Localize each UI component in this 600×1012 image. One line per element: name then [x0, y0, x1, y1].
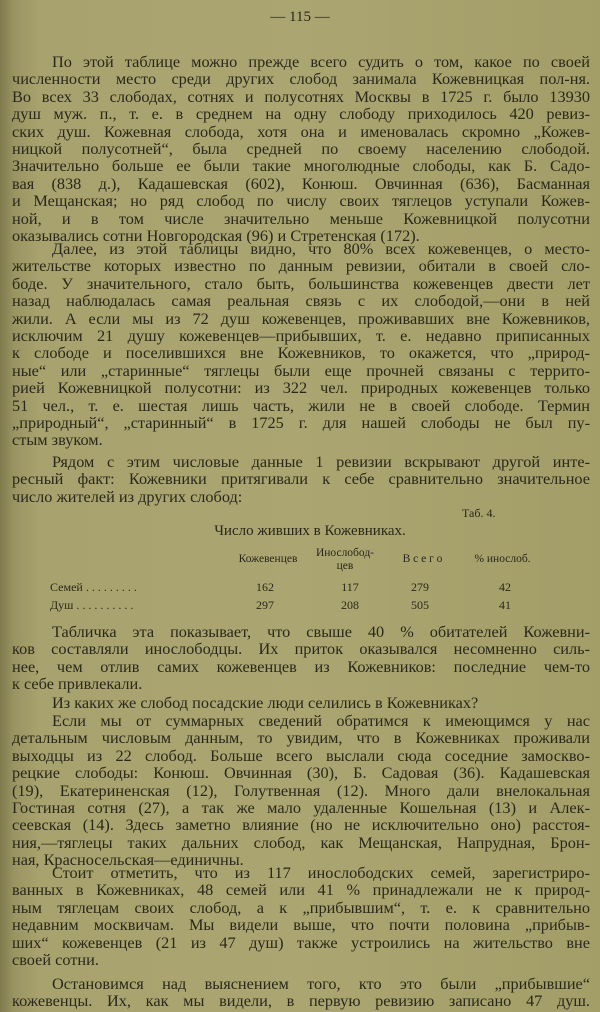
text-line: назад наблюдалась самая реальная связь с их слободой,—они в ней — [12, 291, 590, 311]
text-line: ным тяглецам своих слобод, а к „прибывшим“, т. е. к сравнительно — [12, 897, 590, 917]
col-header-inoslobodcy: Инослобод- — [315, 547, 375, 559]
text-line: кожевенцы. Их, как мы видели, в первую ревизию записано 47 душ. — [12, 991, 590, 1011]
table-cell: 41 — [499, 598, 511, 612]
text-line: Остановимся над выяснением того, кто это были „прибывшие“ — [52, 974, 590, 993]
text-line: жили. А если мы из 72 душ кожевенцев, проживавших вне Кожевников, — [12, 308, 590, 328]
text-line: Если мы от суммарных сведений обратимся к имеющимся у нас — [52, 711, 590, 730]
text-line: ских душ. Кожевная слобода, хотя она и именовалась скромно „Кожев- — [12, 121, 590, 141]
table-cell: 297 — [256, 598, 274, 612]
text-line: ков составляли инослободцы. Их приток оказывался несомненно силь- — [12, 639, 590, 659]
text-line: стым звуком. — [12, 430, 103, 450]
table-cell: 505 — [411, 598, 429, 612]
text-line: Во всех 33 слободах, сотнях и полусотнях Москвы в 1725 г. было 13930 — [12, 86, 590, 106]
paragraph — [12, 623, 590, 693]
row-label: Душ . . . . . . . . . . — [50, 598, 134, 612]
text-line: число жителей из других слобод: — [12, 486, 243, 506]
text-line: боде. У значительного, стало быть, большинства кожевенцев двести лет — [12, 273, 590, 293]
table-title: Число живших в Кожевниках. — [214, 523, 406, 539]
text-line: Далее, из этой таблицы видно, что 80% всех кожевенцев, о место- — [52, 239, 590, 258]
paragraph — [12, 864, 590, 968]
table-cell: 208 — [341, 598, 359, 612]
text-line: (19), Екатериненская (12), Голутвенная (12). Много дали внелокальная — [12, 780, 590, 800]
table-cell: 42 — [499, 580, 511, 594]
text-line: ной, и в том числе значительно меньше Кожевницкой полусотни — [12, 208, 590, 228]
text-line: сеевская (14). Здесь заметно влияние (но не исключительно оно) расстоя- — [12, 815, 590, 835]
col-header-percent: % инослоб. — [474, 553, 531, 565]
row-label: Семей . . . . . . . . . — [50, 580, 137, 594]
text-line: оказывались сотни Новгородская (96) и Стретенская (172). — [12, 225, 420, 245]
text-line: Стоит отметить, что из 117 инослободских семей, зарегистриро- — [52, 863, 590, 882]
text-line: нее, чем отлив самих кожевенцев из Кожевников: последние чем-то — [12, 656, 590, 676]
text-line: ших“ кожевенцев (21 из 47 душ) также устроились на жительство вне — [12, 932, 590, 952]
table-cell: 117 — [341, 580, 359, 594]
text-line: к слободе и поселившихся вне Кожевников, то окажется, что „природ- — [12, 343, 590, 363]
text-line: к себе привлекали. — [12, 674, 143, 694]
col-header-inoslobodcy-cont: цев — [336, 560, 354, 572]
text-line: исключим 21 душу кожевенцев—прибывших, т. е. недавно приписанных — [12, 325, 590, 345]
text-line: и Мещанская; но ряд слобод по числу своих тяглецов уступали Кожев- — [12, 191, 590, 211]
text-line: Значительно больше ее были такие многолюдные слободы, как Б. Садо- — [12, 156, 590, 176]
paragraph — [12, 53, 590, 244]
text-line: Табличка эта показывает, что свыше 40 % обитателей Кожевни- — [52, 622, 590, 641]
paragraph — [12, 694, 590, 711]
paragraph — [12, 453, 590, 505]
text-line: детальным числовым данным, то увидим, что в Кожевниках проживали — [12, 728, 590, 748]
paragraph — [12, 712, 590, 869]
text-line: ные“ или „старинные“ тяглецы были еще прочней связаны с террито- — [12, 360, 590, 380]
text-line: ная, Красносельская—единичны. — [12, 850, 244, 870]
table-cell: 162 — [256, 580, 274, 594]
text-line: жительстве которых известно по данным ревизии, обитали в своей сло- — [12, 256, 590, 276]
col-header-total: В с е г о — [402, 553, 443, 565]
text-line: численности место среди других слобод занимала Кожевницкая пол-ня. — [12, 69, 590, 89]
text-line: По этой таблице можно прежде всего судить о том, какое по своей — [52, 52, 590, 71]
text-line: ресный факт: Кожевники притягивали к себе сравнительно значительное — [12, 469, 590, 489]
col-header-kozhevency: Кожевенцев — [238, 553, 298, 565]
text-line: ванных в Кожевниках, 48 семей или 41 % принадлежали не к природ- — [12, 880, 590, 900]
table-cell: 279 — [411, 580, 429, 594]
text-line: душ муж. п., т. е. в среднем на одну слободу приходилось 420 ревиз- — [12, 104, 590, 124]
text-line: ния,—тяглецы таких дальних слобод, как Мещанская, Напрудная, Брон- — [12, 832, 590, 852]
text-line: рией Кожевницкой полусотни: из 322 чел. природных кожевенцев только — [12, 378, 590, 398]
table-number: Таб. 4. — [462, 506, 496, 520]
paragraph — [12, 240, 590, 449]
text-line: Из каких же слобод посадские люди селились в Кожевниках? — [52, 693, 479, 712]
text-line: „природный“, „старинный“ в 1725 г. для нашей слободы не был пу- — [12, 412, 590, 432]
paragraph — [12, 975, 590, 1010]
text-line: выходцы из 22 слобод. Больше всего выслали сюда соседние замоскво- — [12, 745, 590, 765]
text-line: 51 чел., т. е. шестая лишь часть, жили не в своей слободе. Термин — [12, 395, 590, 415]
text-line: Рядом с этим числовые данные 1 ревизии вскрывают другой инте- — [52, 452, 590, 471]
text-line: рецкие слободы: Конюш. Овчинная (30), Б. Садовая (36). Кадашевская — [12, 763, 590, 783]
text-line: вая (838 д.), Кадашевская (602), Конюш. Овчинная (636), Басманная — [12, 173, 590, 193]
text-line: ницкой полусотней“, была средней по своему населению слободой. — [12, 138, 590, 158]
text-line: недавним москвичам. Мы видели выше, что почти половина „прибыв- — [12, 915, 590, 935]
text-line: Гостиная сотня (27), а так же мало удаленные Кошельная (13) и Алек- — [12, 797, 590, 817]
text-line: своей сотни. — [12, 949, 99, 969]
page-number: — 115 — — [270, 9, 330, 25]
